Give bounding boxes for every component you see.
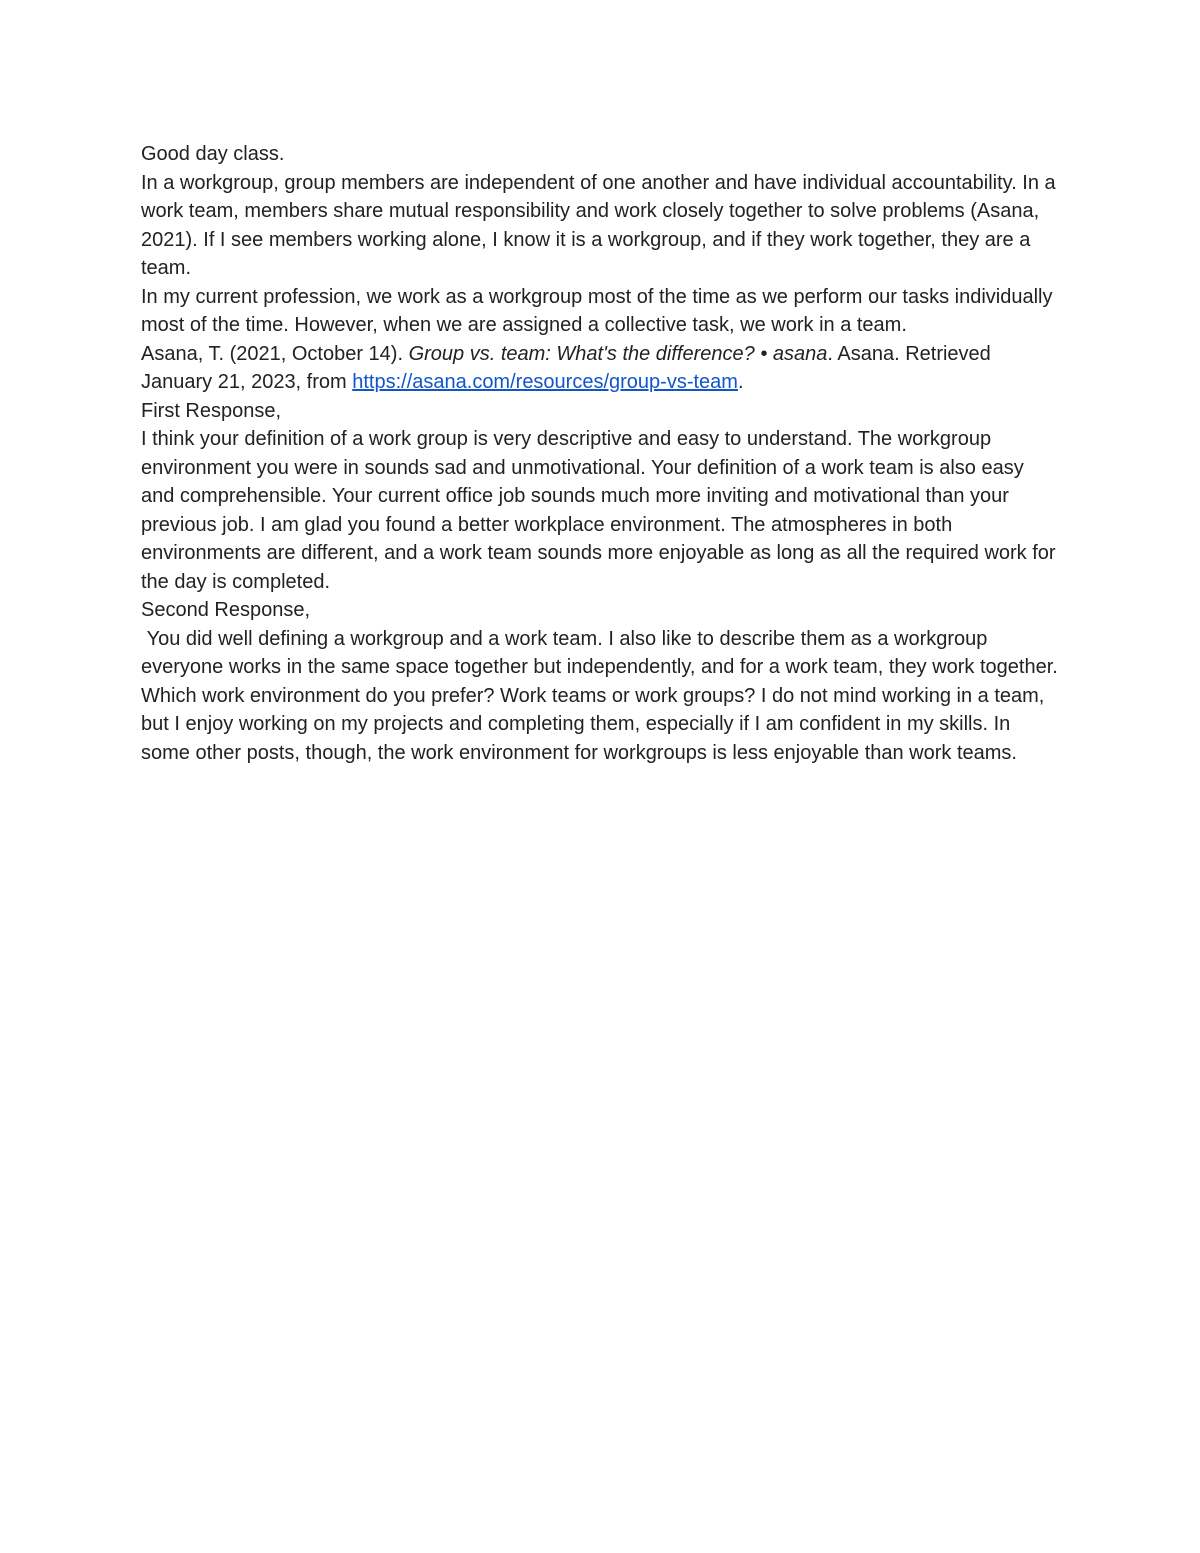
first-response-heading: First Response,: [141, 399, 282, 422]
second-response-heading: Second Response,: [141, 599, 311, 621]
document-body: [141, 140, 1064, 767]
second-response-body: You did well defining a workgroup and a work team. I also like to describe them as a workgroup everyone works in the same space together but independently, and for a work team, they work together. Which work environment do you prefer? Work teams or work groups? I do not mind working in a team, but I enjoy working on my projects and completing them, especially if I am confident in my skills. In some other posts, though, the work environment for workgroups is less enjoyable than work teams.: [141, 627, 1064, 764]
paragraph-current-profession: In my current profession, we work as a workgroup most of the time as we perform our tasks individually most of the time. However, when we are assigned a collective task, we work in a team.: [141, 285, 1053, 336]
reference-end: .: [737, 371, 744, 393]
paragraph-workgroup-definition: In a workgroup, group members are independent of one another and have individual accountability. In a work team, members share mutual responsibility and work closely together to solve problems (Asana, 2021). If I see members working alone, I know it is a workgroup, and if they work together, they are a team.: [141, 171, 1056, 279]
reference-link[interactable]: https://asana.com/resources/group-vs-team: [352, 371, 738, 393]
greeting-line: Good day class.: [141, 143, 285, 165]
reference-publisher-retrieved: . Asana. Retrieved January 21, 2023, from: [141, 342, 991, 393]
first-response-body: I think your definition of a work group is very descriptive and easy to understand. The workgroup environment you were in sounds sad and unmotivational. Your definition of a work team is also easy and comprehensible. Your current office job sounds much more inviting and motivational than your previous job. I am glad you found a better workplace environment. The atmospheres in both environments are different, and a work team sounds more enjoyable as long as all the required work for the day is completed.: [141, 428, 1056, 593]
reference-title: Group vs. team: What's the difference? • asana: [408, 342, 828, 365]
reference-author-date: Asana, T. (2021, October 14).: [141, 342, 409, 365]
reference-citation: [141, 340, 1061, 397]
